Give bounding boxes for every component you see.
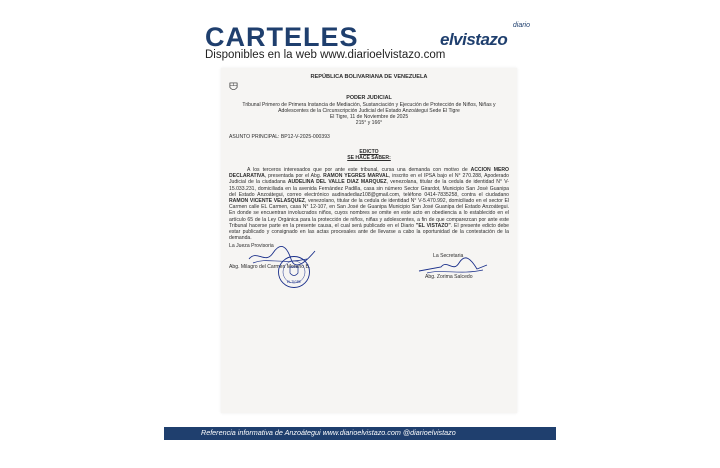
body-inscrito: , inscrito en el IPSA bajo el N° 270.288, Apoderado Judicial de la ciudadana xyxy=(229,173,510,186)
court-seal-icon xyxy=(277,255,311,289)
secretaria-label: La Secretaria xyxy=(433,253,464,260)
place-date: El Tigre, 11 de Noviembre de 2025 xyxy=(329,114,409,121)
signature-area xyxy=(229,243,509,303)
years-line: 215° y 166° xyxy=(355,120,383,127)
se-hace-saber: SE HACE SABER: xyxy=(347,154,391,161)
page-subtitle: Disponibles en la web www.diarioelvistazo.com xyxy=(205,49,446,61)
jueza-name: Abg. Milagro del Carmen Moreno B. xyxy=(229,263,311,270)
poder-judicial-heading: PODER JUDICIAL xyxy=(346,95,392,102)
body-intro: A los terceros interesados que por ante este tribunal, cursa una demanda con motivo de xyxy=(247,167,468,174)
tribunal-name: Tribunal Primero de Primera Instancia de Mediación, Sustanciación y Ejecución de Protección de Niños, Niñas y Adolescentes de la Circunscripción Judicial del Estado Anzoátegui Sede El Tigre xyxy=(242,101,496,114)
brand-name: elvistazo xyxy=(440,30,508,49)
edict-document xyxy=(229,72,509,303)
footer-text: Referencia informativa de Anzoátegui www.diarioelvistazo.com @diarioelvistazo xyxy=(201,428,456,437)
brand-diario-label: diario xyxy=(512,22,530,29)
coat-of-arms-icon xyxy=(229,82,238,92)
accion-label: ACCION MERO DECLARATIVA xyxy=(229,167,509,180)
ciudadano-name: RAMON VICENTE VELASQUEZ xyxy=(229,198,305,205)
brand-logo xyxy=(440,22,530,50)
jueza-label: La Jueza Provisoria xyxy=(229,243,274,250)
body-cedula: , venezolana, titular de la cedula de identidad N° V-15.033.231, domiciliada en la avenida Fernández Padilla, casa sin número Sector Girardot, Municipio San José Guanipa del Estado Anzoátegui, correo electrónico audinadediaz108@gmail.com, teléfono 0414-7835258, contra el ciudadano xyxy=(229,179,510,198)
asunto-principal: ASUNTO PRINCIPAL: BP12-V-2025-000393 xyxy=(229,134,330,141)
republic-heading: REPÚBLICA BOLIVARIANA DE VENEZUELA xyxy=(310,74,428,80)
body-end: . El presente edicto debe estar publicado y consignado en las actas procesales ante de llevarse a cabo la oportunidad de la contestación de la demanda. xyxy=(229,222,510,242)
body-rest: , venezolano, titular de la cedula de identidad N° V-5.470.992, domiciliado en el sector El Carmen calle EL Carmen, casa N° 12-107, en San José de Guanipa Municipio San José Guanipa del Estado Anzoátegui. En donde se encuentran involucrados niños, cuyos nombres se omite en este acto en obediencia a lo establecido en el artículo 65 de la Ley Orgánica para la protección de niños, niñas y adolescentes, a fin de que comparezcan por ante este Tribunal hacerse parte en la presente causa, el cual será publicado en el Diario xyxy=(229,198,509,229)
secretaria-signature-block xyxy=(425,253,473,279)
edict-body xyxy=(229,167,509,241)
abogado-name: RAMON YEGRES MARVAL xyxy=(323,173,389,180)
edicto-heading: EDICTO xyxy=(359,148,379,155)
body-presentada: , presentada por el Abg. xyxy=(264,173,322,180)
seal-label: EL TIGRE xyxy=(286,280,302,285)
secretaria-name: Abg. Zorima Salcedo xyxy=(425,273,473,280)
diario-name: "EL VISTAZO" xyxy=(415,222,451,229)
secretaria-signature-icon xyxy=(417,255,489,277)
ciudadana-name: AUDELINA DEL VALLE DIAZ MARQUEZ xyxy=(287,179,387,186)
page-title: CARTELES xyxy=(205,22,359,52)
